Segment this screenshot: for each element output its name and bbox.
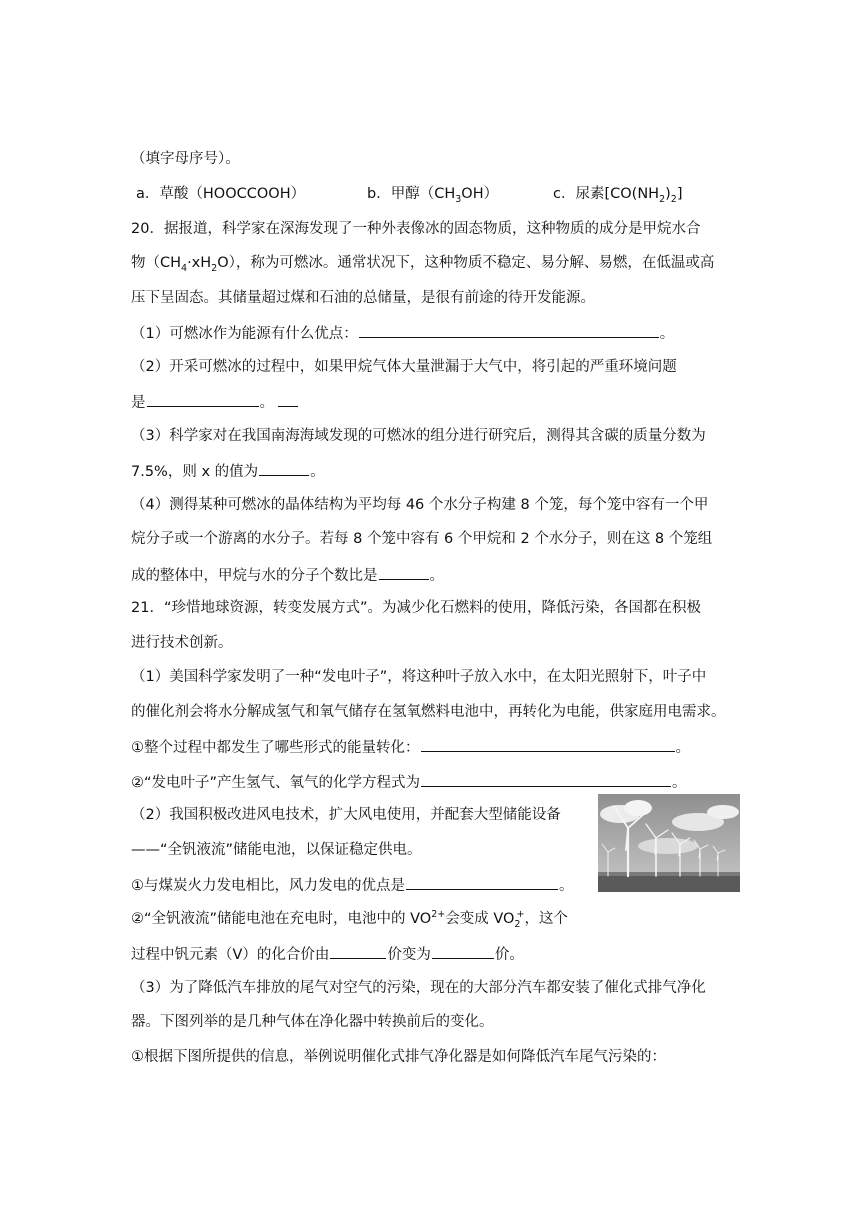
answer-blank[interactable] [421, 736, 675, 752]
q20-part3-line2: 7.5%，则 x 的值为 。 [131, 460, 325, 482]
q20-part2-line1: （2）开采可燃冰的过程中，如果甲烷气体大量泄漏于大气中，将引起的严重环境问题 [131, 359, 677, 375]
q21-stem-line1: 21．“珍惜地球资源，转变发展方式”。为减少化石燃料的使用，降低污染，各国都在积极 [131, 600, 701, 616]
q20-part4-line2: 烷分子或一个游离的水分子。若每 8 个笼中容有 6 个甲烷和 2 个水分子，则在这 8 个笼组 [131, 531, 713, 547]
q21-part1-line2: 的催化剂会将水分解成氢气和氧气储存在氢氧燃料电池中，再转化为电能，供家庭用电需求。 [131, 704, 726, 720]
q20-part2-line2: 是 。 [131, 391, 299, 413]
answer-blank[interactable] [421, 771, 671, 787]
q19-option-b: b．甲醇$(CH_3OH)$ [367, 186, 499, 205]
q20-stem-line1: 20．据报道，科学家在深海发现了一种外表像冰的固态物质，这种物质的成分是甲烷水合 [131, 221, 701, 237]
q21-part2-line1: （2）我国积极改进风电技术，扩大风电使用，并配套大型储能设备 [131, 807, 561, 823]
q21-part1-q1: ①整个过程中都发生了哪些形式的能量转化： 。 [131, 736, 690, 758]
answer-blank[interactable] [147, 391, 259, 407]
q20-stem-line3: 压下呈固态。其储量超过煤和石油的总储量，是很有前途的待开发能源。 [131, 290, 595, 306]
q21-part2-q3: 过程中钒元素（V）的化合价由 价变为 价。 [131, 943, 524, 965]
q19-option-a: a．草酸（HOOCCOOH） [136, 186, 306, 202]
q21-part3-line1: （3）为了降低汽车排放的尾气对空气的污染，现在的大部分汽车都安装了催化式排气净化 [131, 980, 706, 996]
q20-part4-line3: 成的整体中，甲烷与水的分子个数比是 。 [131, 564, 444, 586]
q21-part3-q1: ①根据下图所提供的信息，举例说明催化式排气净化器是如何降低汽车尾气污染的： [131, 1049, 666, 1065]
q20-part4-line1: （4）测得某种可燃冰的晶体结构为平均每 46 个水分子构建 8 个笼，每个笼中容有一个甲 [131, 497, 709, 513]
q21-part1-line1: （1）美国科学家发明了一种“发电叶子”，将这种叶子放入水中，在太阳光照射下，叶子中 [131, 669, 707, 685]
q21-stem-line2: 进行技术创新。 [131, 635, 233, 651]
answer-blank[interactable] [432, 943, 494, 959]
answer-blank[interactable] [330, 943, 386, 959]
q19-option-c: c．尿素$[CO(NH_2)_2]$ [553, 186, 683, 205]
answer-blank[interactable] [379, 564, 429, 580]
q20-part3-line1: （3）科学家对在我国南海海域发现的可燃冰的组分进行研究后，测得其含碳的质量分数为 [131, 428, 706, 444]
q21-part1-q2: ②“发电叶子”产生氢气、氧气的化学方程式为 。 [131, 771, 687, 793]
q19-instruction: （填字母序号）。 [131, 151, 240, 167]
q20-stem-line2: 物$(CH_4\cdot xH_2O)$，称为可燃冰。通常状况下，这种物质不稳定、易分解、易燃，在低温或高 [131, 255, 715, 274]
q21-part2-q1: ①与煤炭火力发电相比，风力发电的优点是 。 [131, 874, 574, 896]
wind-turbines-illustration [598, 794, 740, 892]
q21-part2-line2: ——“全钒液流”储能电池，以保证稳定供电。 [131, 842, 422, 858]
answer-blank[interactable] [259, 460, 309, 476]
answer-blank[interactable] [406, 874, 558, 890]
answer-blank-short [278, 391, 298, 407]
wind-turbines-photo [598, 794, 740, 892]
q20-part1: （1）可燃冰作为能源有什么优点： 。 [131, 322, 674, 344]
q21-part3-line2: 器。下图列举的是几种气体在净化器中转换前后的变化。 [131, 1014, 494, 1030]
q21-part2-q2: ②“全钒液流”储能电池在充电时，电池中的 $VO^{2+}$会变成 $VO_2^+$，这个 [131, 909, 568, 930]
answer-blank[interactable] [359, 322, 659, 338]
